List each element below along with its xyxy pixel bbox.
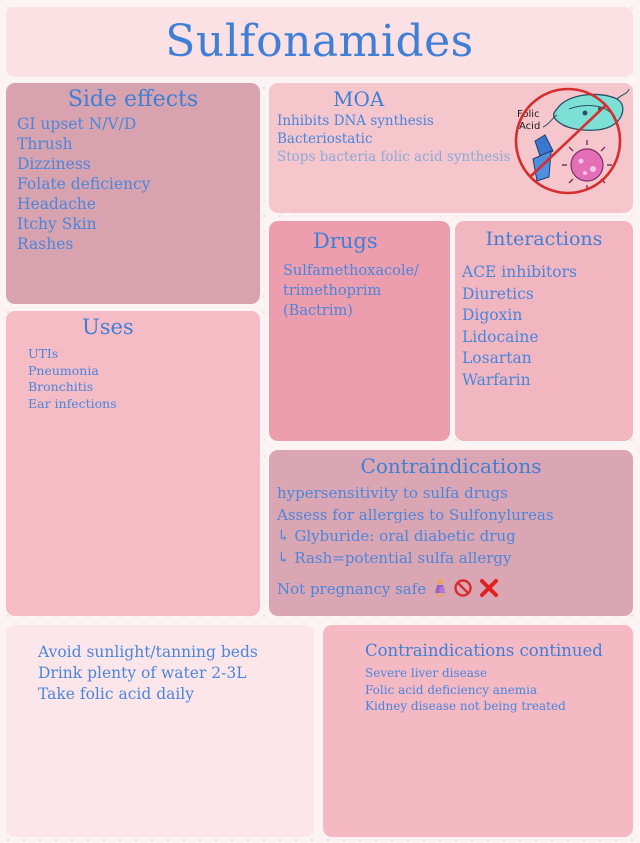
list-item: UTIs: [28, 346, 59, 361]
list-item: Bacteriostatic: [277, 131, 373, 147]
list-item: Kidney disease not being treated: [365, 699, 566, 713]
title-card: [6, 7, 633, 77]
list-item: Assess for allergies to Sulfonylureas: [277, 505, 554, 524]
contraindications-card: [269, 450, 633, 616]
side-effects-list: [17, 114, 260, 254]
acid-text-line2: Acid: [519, 121, 541, 132]
pregnant-woman-icon: [433, 578, 447, 604]
tips-list: [38, 642, 258, 705]
uses-heading: Uses: [82, 315, 134, 339]
list-item: Stops bacteria folic acid synthesis: [277, 149, 511, 165]
moa-card: [269, 83, 633, 213]
moa-list: [277, 112, 510, 166]
pregnancy-item: [277, 578, 554, 604]
list-item: Itchy Skin: [17, 215, 97, 233]
side-effects-card: [6, 83, 260, 304]
list-item: Folate deficiency: [17, 175, 151, 193]
drugs-list: [283, 261, 441, 321]
list-item: Digoxin: [462, 306, 523, 324]
drugs-heading: Drugs: [313, 229, 378, 253]
list-item: Bronchitis: [28, 379, 94, 394]
pregnancy-text: Not pregnancy safe: [277, 580, 427, 598]
page-title: Sulfonamides: [165, 16, 474, 67]
list-item: Lidocaine: [462, 327, 539, 346]
list-item: Sulfamethoxacole/: [283, 263, 419, 279]
list-item: Diuretics: [462, 284, 534, 303]
list-item: Inhibits DNA synthesis: [277, 113, 434, 129]
list-item: ↳ Glyburide: oral diabetic drug: [277, 527, 516, 545]
list-item: Folic acid deficiency anemia: [365, 682, 538, 697]
list-item: Take folic acid daily: [38, 685, 195, 703]
interactions-heading: Interactions: [485, 228, 603, 250]
folic-text-line1: Folic: [517, 109, 540, 120]
list-item: Ear infections: [28, 395, 117, 411]
interactions-list: [462, 262, 577, 391]
drugs-card: [269, 221, 450, 441]
moa-heading: MOA: [333, 87, 385, 111]
list-item: Warfarin: [462, 370, 531, 389]
list-item: Drink plenty of water 2-3L: [38, 664, 247, 682]
side-effects-heading: Side effects: [67, 87, 199, 112]
tips-card: [6, 625, 314, 837]
interactions-card: [455, 221, 633, 441]
contraindications-heading: Contraindications: [360, 454, 542, 478]
list-item: Losartan: [462, 349, 532, 367]
list-item: trimethoprim: [283, 283, 382, 299]
list-item: ACE inhibitors: [462, 263, 577, 281]
list-item: Severe liver disease: [365, 666, 488, 680]
contraindications-continued-list: [365, 665, 566, 715]
list-item: Avoid sunlight/tanning beds: [38, 643, 258, 661]
list-item: Rashes: [17, 235, 74, 253]
contraindications-continued-card: [323, 625, 633, 837]
list-item: hypersensitivity to sulfa drugs: [277, 484, 508, 502]
uses-list: [28, 346, 117, 412]
virus-icon: [562, 140, 612, 190]
red-x-icon: [479, 579, 499, 604]
contraindications-continued-heading: Contraindications continued: [365, 641, 603, 660]
folic-acid-illustration: [505, 85, 631, 197]
contraindications-list: [277, 483, 554, 604]
list-item: Pneumonia: [28, 362, 99, 378]
list-item: Dizziness: [17, 155, 91, 173]
prohibited-icon: [454, 579, 472, 604]
uses-card: [6, 311, 260, 616]
list-item: GI upset N/V/D: [17, 115, 137, 133]
list-item: Thrush: [17, 135, 73, 153]
list-item: (Bactrim): [283, 303, 353, 319]
list-item: Headache: [17, 195, 96, 213]
list-item: ↳ Rash=potential sulfa allergy: [277, 548, 512, 567]
